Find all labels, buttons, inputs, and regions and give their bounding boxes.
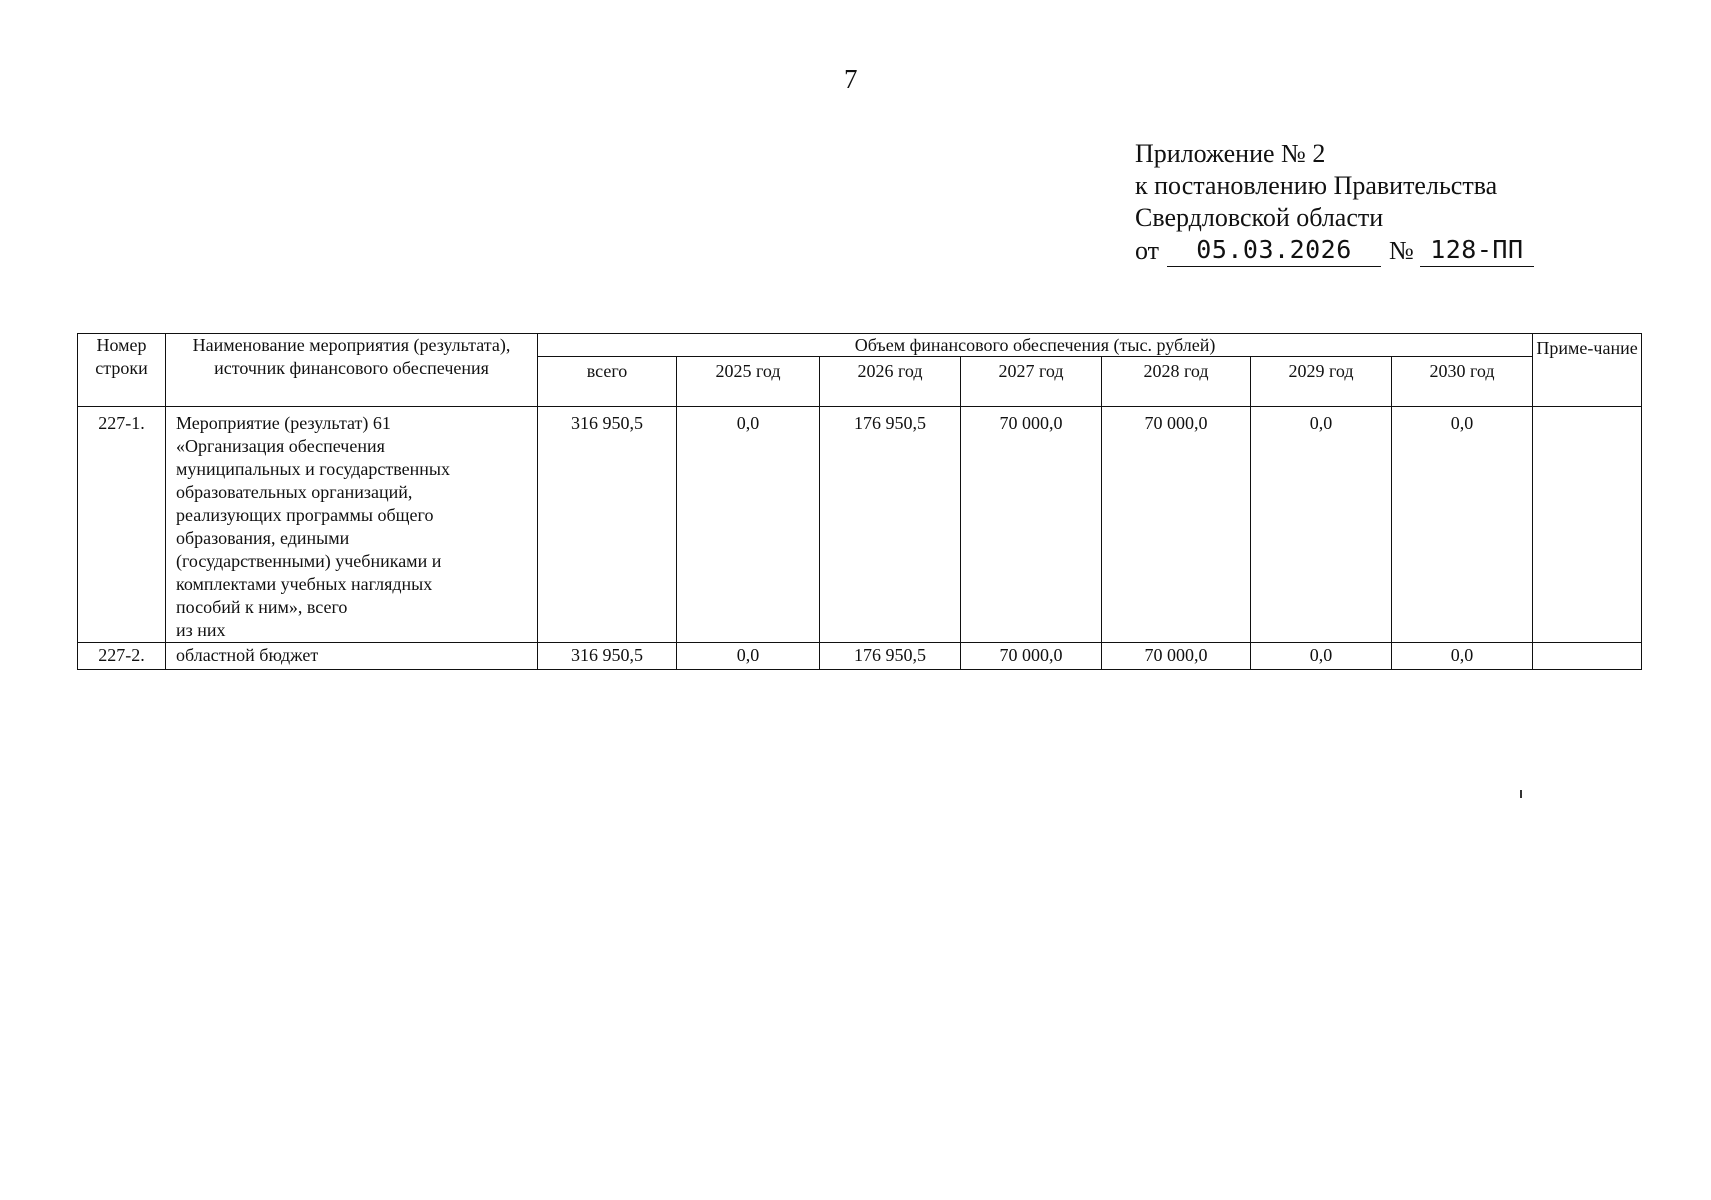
- appendix-date-number-line: [1135, 235, 1595, 267]
- header-year-2025: 2025 год: [677, 357, 820, 407]
- appendix-title: Приложение № 2: [1135, 139, 1326, 168]
- funding-source: областной бюджет: [166, 643, 538, 670]
- activity-line: (государственными) учебниками и: [176, 551, 442, 571]
- amount-2029: 0,0: [1251, 407, 1392, 643]
- amount-2028: 70 000,0: [1102, 407, 1251, 643]
- header-year-2026: 2026 год: [820, 357, 961, 407]
- amount-2026: 176 950,5: [820, 643, 961, 670]
- amount-2030: 0,0: [1392, 407, 1533, 643]
- note-cell: [1533, 643, 1642, 670]
- number-sign: №: [1389, 236, 1414, 265]
- page-number: 7: [844, 64, 858, 94]
- resolution-number: 128-ПП: [1420, 235, 1534, 267]
- table-row-227-2: [78, 643, 1642, 670]
- date-prefix: от: [1135, 236, 1160, 265]
- activity-line: комплектами учебных наглядных: [176, 574, 433, 594]
- total-amount: 316 950,5: [538, 643, 677, 670]
- activity-line: образования, едиными: [176, 528, 350, 548]
- activity-line: реализующих программы общего: [176, 505, 434, 525]
- header-total: всего: [538, 357, 677, 407]
- activity-line: Мероприятие (результат) 61: [176, 413, 391, 433]
- activity-line: муниципальных и государственных: [176, 459, 450, 479]
- financing-table: [77, 333, 1642, 670]
- header-year-2028: 2028 год: [1102, 357, 1251, 407]
- amount-2025: 0,0: [677, 643, 820, 670]
- amount-2027: 70 000,0: [961, 643, 1102, 670]
- header-row-number: Номер строки: [78, 334, 166, 407]
- table-row-227-1: [78, 407, 1642, 643]
- amount-2029: 0,0: [1251, 643, 1392, 670]
- header-funding-group: Объем финансового обеспечения (тыс. рублей): [538, 334, 1533, 357]
- amount-2026: 176 950,5: [820, 407, 961, 643]
- scan-mark: [1520, 790, 1522, 798]
- total-amount: 316 950,5: [538, 407, 677, 643]
- header-year-2030: 2030 год: [1392, 357, 1533, 407]
- activity-line: из них: [176, 620, 226, 640]
- amount-2025: 0,0: [677, 407, 820, 643]
- header-activity: Наименование мероприятия (результата), источник финансового обеспечения: [166, 334, 538, 407]
- activity-line: пособий к ним», всего: [176, 597, 348, 617]
- amount-2027: 70 000,0: [961, 407, 1102, 643]
- appendix-region-line: Свердловской области: [1135, 203, 1384, 232]
- row-number: 227-1.: [78, 407, 166, 643]
- appendix-stamp: [1135, 138, 1595, 267]
- note-cell: [1533, 407, 1642, 643]
- header-year-2029: 2029 год: [1251, 357, 1392, 407]
- header-note: Приме-чание: [1533, 334, 1642, 407]
- activity-line: образовательных организаций,: [176, 482, 413, 502]
- row-number: 227-2.: [78, 643, 166, 670]
- header-year-2027: 2027 год: [961, 357, 1102, 407]
- resolution-date: 05.03.2026: [1167, 235, 1381, 267]
- amount-2028: 70 000,0: [1102, 643, 1251, 670]
- activity-line: «Организация обеспечения: [176, 436, 385, 456]
- activity-name: [166, 407, 538, 643]
- appendix-resolution-line: к постановлению Правительства: [1135, 171, 1498, 200]
- amount-2030: 0,0: [1392, 643, 1533, 670]
